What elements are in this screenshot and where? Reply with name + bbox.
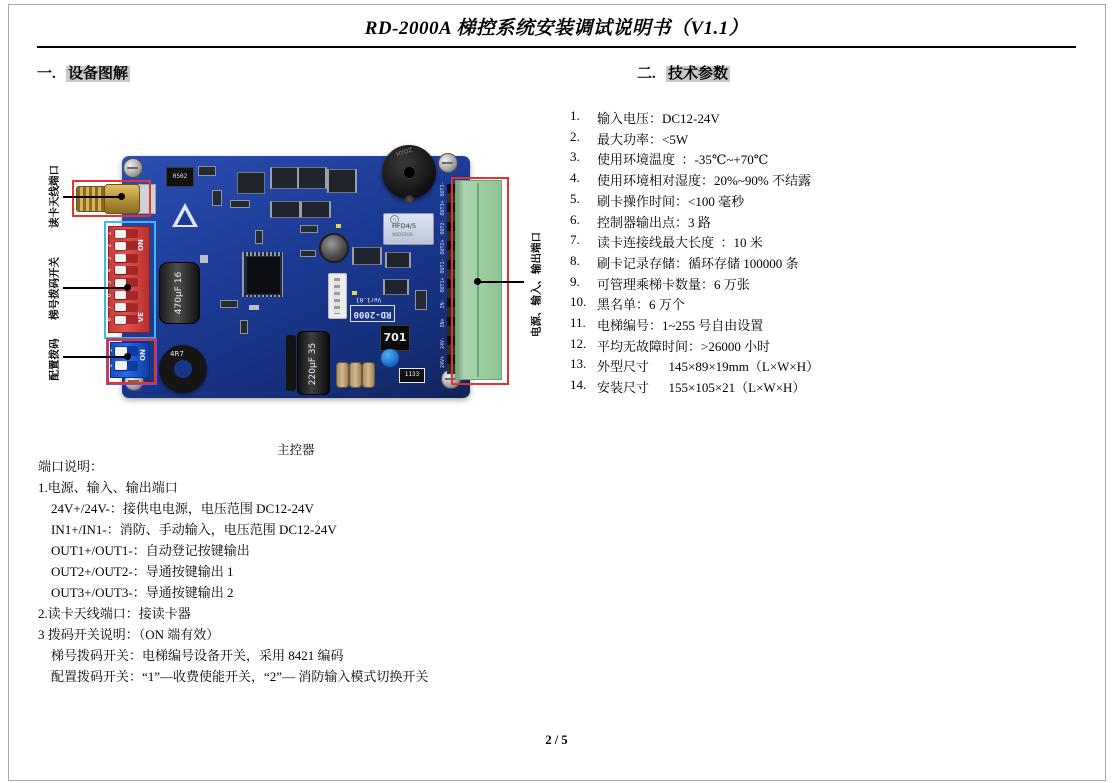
- callout-dot-terminal: [474, 278, 481, 285]
- port-note-line: OUT2+/OUT2-：导通按键输出 1: [51, 564, 234, 579]
- buzzer-label: HYDZ: [395, 146, 414, 159]
- dip8-number: 8: [105, 317, 113, 322]
- spec-item-text: 刷卡记录存储：循环存储 100000 条: [597, 255, 799, 271]
- spec-item-text: 输入电压：DC12-24V: [597, 111, 720, 126]
- smd-part: [230, 200, 250, 208]
- port-note-line: 3 拨码开关说明：（ON 端有效）: [38, 627, 220, 642]
- spec-item-number: 3.: [570, 149, 580, 165]
- spec-item-number: 14.: [570, 377, 587, 393]
- spec-item-text: 使用环境温度 ：-35℃~+70℃: [597, 152, 769, 168]
- terminal-pin-label: OUT3+: [440, 200, 446, 216]
- section-specs-number: 二.: [637, 66, 656, 82]
- page-number: 2 / 5: [545, 733, 568, 747]
- ic-chip: [327, 169, 357, 193]
- small-capacitor: [362, 362, 375, 388]
- terminal-pin-label: OUT1-: [440, 258, 446, 274]
- ic-chip: [385, 252, 411, 268]
- small-capacitor: [336, 362, 349, 388]
- dip8-number: 3: [105, 256, 113, 261]
- spec-item-number: 8.: [570, 252, 580, 268]
- section-device-number: 一.: [37, 66, 56, 82]
- spec-item-text: 安装尺寸 155×105×21（L×W×H）: [597, 380, 806, 396]
- spec-item-text: 刷卡操作时间：<100 毫秒: [597, 193, 745, 209]
- buzzer-screw: [405, 195, 414, 204]
- toroid-label: 4R7: [170, 350, 184, 358]
- spec-item-text: 控制器输出点：3 路: [597, 214, 711, 230]
- port-note-line: 梯号拨码开关：电梯编号设备开关，采用 8421 编码: [51, 648, 344, 663]
- terminal-pin-label: IN-: [440, 299, 446, 309]
- spec-item-number: 1.: [570, 108, 580, 123]
- mcu-body: [246, 256, 281, 295]
- spec-item-text: 使用环境相对湿度：20%~90% 不结露: [597, 173, 811, 189]
- port-note-line: OUT3+/OUT3-：导通按键输出 2: [51, 585, 234, 600]
- spec-item-number: 5.: [570, 190, 580, 206]
- callout-dot-dip8: [124, 284, 131, 291]
- buzzer-hole: [403, 166, 416, 179]
- spec-item-number: 2.: [570, 128, 580, 144]
- port-note-line: IN1+/IN1-：消防、手动输入，电压范围 DC12-24V: [51, 522, 337, 537]
- component-1133: 1133: [399, 368, 425, 383]
- dip8-number: 7: [105, 305, 113, 310]
- relay-label: HFD4/5: [392, 222, 417, 230]
- jst-connector: [328, 273, 347, 319]
- callout-dot-antenna: [118, 193, 125, 200]
- dip8-number: 2: [105, 243, 113, 248]
- callout-antenna-label: 读卡天线端口: [49, 165, 61, 228]
- pcb-version-text: Ver1.01: [356, 296, 382, 303]
- spec-item-number: 9.: [570, 273, 580, 289]
- section-device-title: 设备图解: [68, 66, 129, 82]
- dip2-on-label: ON: [139, 349, 147, 361]
- port-note-line: 1.电源、输入、输出端口: [38, 480, 178, 495]
- dip8-number: 6: [105, 293, 113, 297]
- spec-item-text: 可管理乘梯卡数量：6 万张: [597, 276, 750, 292]
- port-note-line: 24V+/24V-：接供电电源，电压范围 DC12-24V: [51, 501, 314, 516]
- buzzer: [382, 145, 436, 199]
- smd-part: [300, 250, 316, 257]
- screw-top-right: [438, 153, 458, 173]
- ic-chip: [270, 167, 300, 189]
- inductor-701: 701: [380, 325, 410, 351]
- dip2-highlight-box: [107, 339, 156, 384]
- relay: [383, 213, 434, 245]
- terminal-pin-label: OUT2+: [440, 239, 446, 255]
- smd-part: [198, 166, 216, 176]
- callout-line-dip8: [63, 287, 128, 289]
- smd-pad: [249, 305, 259, 310]
- callout-dip8-label: 梯号拨码开关: [49, 257, 61, 320]
- callout-line-dip2: [63, 356, 128, 358]
- capacitor-small-black: [286, 335, 296, 391]
- port-note-line: 2.读卡天线端口：接读卡器: [38, 606, 191, 621]
- terminal-pin-label: OUT1+: [440, 277, 446, 293]
- spec-item-text: 外型尺寸 145×89×19mm（L×W×H）: [597, 359, 820, 375]
- smd-part: [255, 230, 263, 244]
- dip2-number: 1: [106, 348, 114, 353]
- disc-capacitor: [381, 349, 399, 367]
- callout-terminal-label: 电源、输入、输出端口: [531, 232, 543, 337]
- dip8-number: 5: [105, 280, 113, 285]
- ic-chip: [297, 167, 327, 189]
- spec-item-number: 10.: [570, 294, 587, 310]
- crystal-can: [319, 233, 349, 263]
- spec-item-text: 电梯编号：1~255 号自由设置: [597, 318, 764, 333]
- ic-chip: [270, 201, 301, 218]
- antenna-highlight-box: [72, 180, 151, 217]
- spec-item-number: 11.: [570, 315, 586, 330]
- dip8-ve-label: VE: [137, 311, 145, 323]
- section-specs-title: 技术参数: [668, 66, 729, 82]
- terminal-pin-label: IN+: [440, 318, 446, 328]
- dip8-highlight-box: [104, 221, 156, 339]
- ic-chip: [383, 279, 409, 295]
- port-note-line: 配置拨码开关：“1”—收费使能开关，“2”— 消防输入模式切换开关: [51, 669, 429, 684]
- spec-item-number: 7.: [570, 232, 580, 248]
- main-mcu: [242, 252, 283, 297]
- terminal-pin-label: OUT2-: [440, 219, 446, 235]
- port-notes-heading: 端口说明：: [38, 459, 104, 474]
- page-title: RD-2000A 梯控系统安装调试说明书（V1.1）: [364, 18, 749, 39]
- port-note-line: OUT1+/OUT1-：自动登记按键输出: [51, 543, 250, 558]
- spec-item-number: 12.: [570, 335, 587, 351]
- figure-caption: 主控器: [277, 443, 315, 457]
- led: [336, 224, 341, 228]
- capacitor-470uf-label: 470µF 16: [174, 271, 184, 315]
- callout-dot-dip2: [124, 353, 131, 360]
- spec-item-number: 13.: [570, 356, 587, 372]
- spec-item-text: 读卡连接线最大长度 ：10 米: [597, 235, 763, 251]
- spec-item-text: 平均无故障时间：>26000 小时: [597, 338, 771, 354]
- smd-part: [415, 290, 427, 310]
- spec-item-text: 黑名单：6 万个: [597, 297, 685, 313]
- smd-pad: [200, 255, 208, 263]
- capacitor-220uf: [297, 331, 330, 395]
- terminal-pin-label: 24V+: [440, 355, 446, 368]
- smd-part: [212, 190, 222, 206]
- led: [352, 291, 357, 295]
- callout-dip2-label: 配置拨码: [49, 338, 61, 381]
- terminal-pin-label: 24V-: [440, 336, 446, 349]
- capacitor-470uf: [159, 262, 200, 324]
- smd-part: [220, 300, 238, 308]
- ic-chip: [300, 201, 331, 218]
- screw-top-left: [123, 158, 143, 178]
- ic-chip: [237, 172, 265, 194]
- callout-line-terminal: [480, 281, 524, 283]
- spec-item-number: 6.: [570, 211, 580, 227]
- smd-part: [300, 225, 318, 233]
- dip8-number: 1: [105, 231, 113, 236]
- small-capacitor: [349, 362, 362, 388]
- smd-part: [240, 320, 248, 334]
- relay-logo: H: [390, 215, 399, 224]
- pcb-model-text: RD-2000: [350, 305, 395, 322]
- jst-pins: [334, 278, 340, 314]
- dip8-number: 4: [105, 268, 113, 273]
- component-0502: 0502: [166, 167, 194, 187]
- terminal-pin-label: OUT3-: [440, 181, 446, 197]
- ic-chip: [352, 247, 382, 265]
- spec-item-number: 4.: [570, 170, 580, 186]
- dip8-on-label: ON: [137, 239, 145, 251]
- spec-item-text: 最大功率：<5W: [597, 131, 689, 147]
- capacitor-220uf-label: 220µF 35: [308, 342, 318, 386]
- callout-line-antenna: [63, 196, 122, 198]
- relay-code: X0012US: [392, 233, 413, 238]
- dip2-number: 2: [106, 363, 114, 367]
